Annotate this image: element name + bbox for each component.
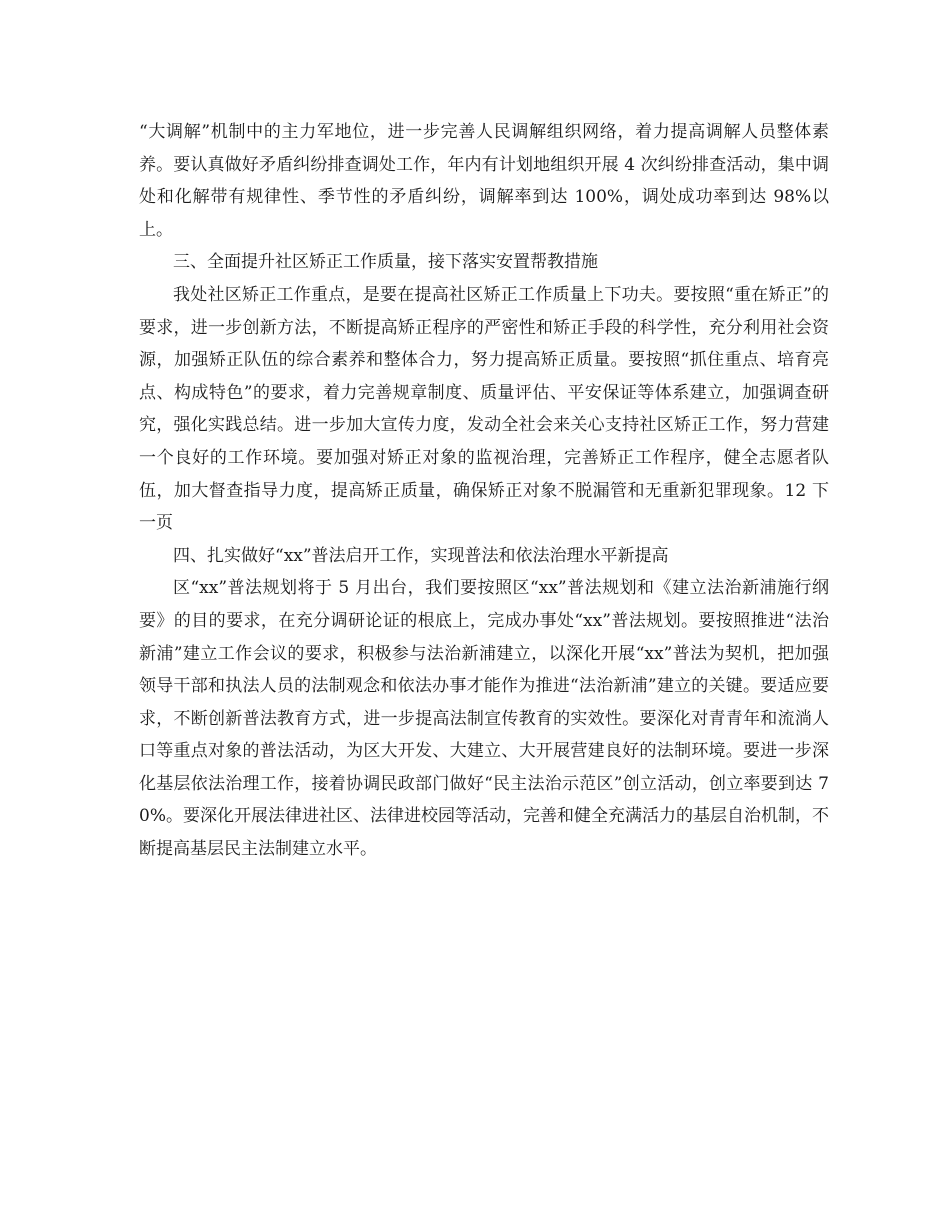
section-heading-3: 三、全面提升社区矫正工作质量，接下落实安置帮教措施 [173, 252, 598, 273]
paragraph-legal-education: 区“xx”普法规划将于 5 月出台，我们要按照区“xx”普法规划和《建立法治新浦施行纲要》的目的要求，在充分调研论证的根底上，完成办事处“xx”普法规划。要按照推进“法治新浦”建立工作会议的要求，积极参与法治新浦建立，以深化开展“xx”普法为契机，把加强领导干部和执法人员的法制观念和依法办事才能作为推进“法治新浦”建立的关键。要适应要求，不断创新普法教育方式，进一步提高法制宣传教育的实效性。要深化对青青年和流淌人口等重点对象的普法活动，为区大开发、大建立、大开展营建良好的法制环境。要进一步深化基层依法治理工作，接着协调民政部门做好“民主法治示范区”创立活动，创立率要到达 70%。要深化开展法律进社区、法律进校园等活动，完善和健全充满活力的基层自治机制，不断提高基层民主法制建立水平。 [139, 578, 829, 860]
paragraph-continuation: “大调解”机制中的主力军地位，进一步完善人民调解组织网络，着力提高调解人员整体素养。要认真做好矛盾纠纷排查调处工作，年内有计划地组织开展 4 次纠纷排查活动，集中调处和化解带有规律性、季节性的矛盾纠纷，调解率到达 100%，调处成功率到达 98%以上。 [139, 122, 829, 240]
section-heading-4: 四、扎实做好“xx”普法启开工作，实现普法和依法治理水平新提高 [173, 545, 669, 566]
paragraph-community-correction: 我处社区矫正工作重点，是要在提高社区矫正工作质量上下功夫。要按照“重在矫正”的要求，进一步创新方法，不断提高矫正程序的严密性和矫正手段的科学性，充分利用社会资源，加强矫正队伍的综合素养和整体合力，努力提高矫正质量。要按照“抓住重点、培育亮点、构成特色”的要求，着力完善规章制度、质量评估、平安保证等体系建立，加强调查研究，强化实践总结。进一步加大宣传力度，发动全社会来关心支持社区矫正工作，努力营建一个良好的工作环境。要加强对矫正对象的监视治理，完善矫正工作程序，健全志愿者队伍，加大督查指导力度，提高矫正质量，确保矫正对象不脱漏管和无重新犯罪现象。12 下一页 [139, 284, 829, 534]
document-body [139, 116, 829, 866]
